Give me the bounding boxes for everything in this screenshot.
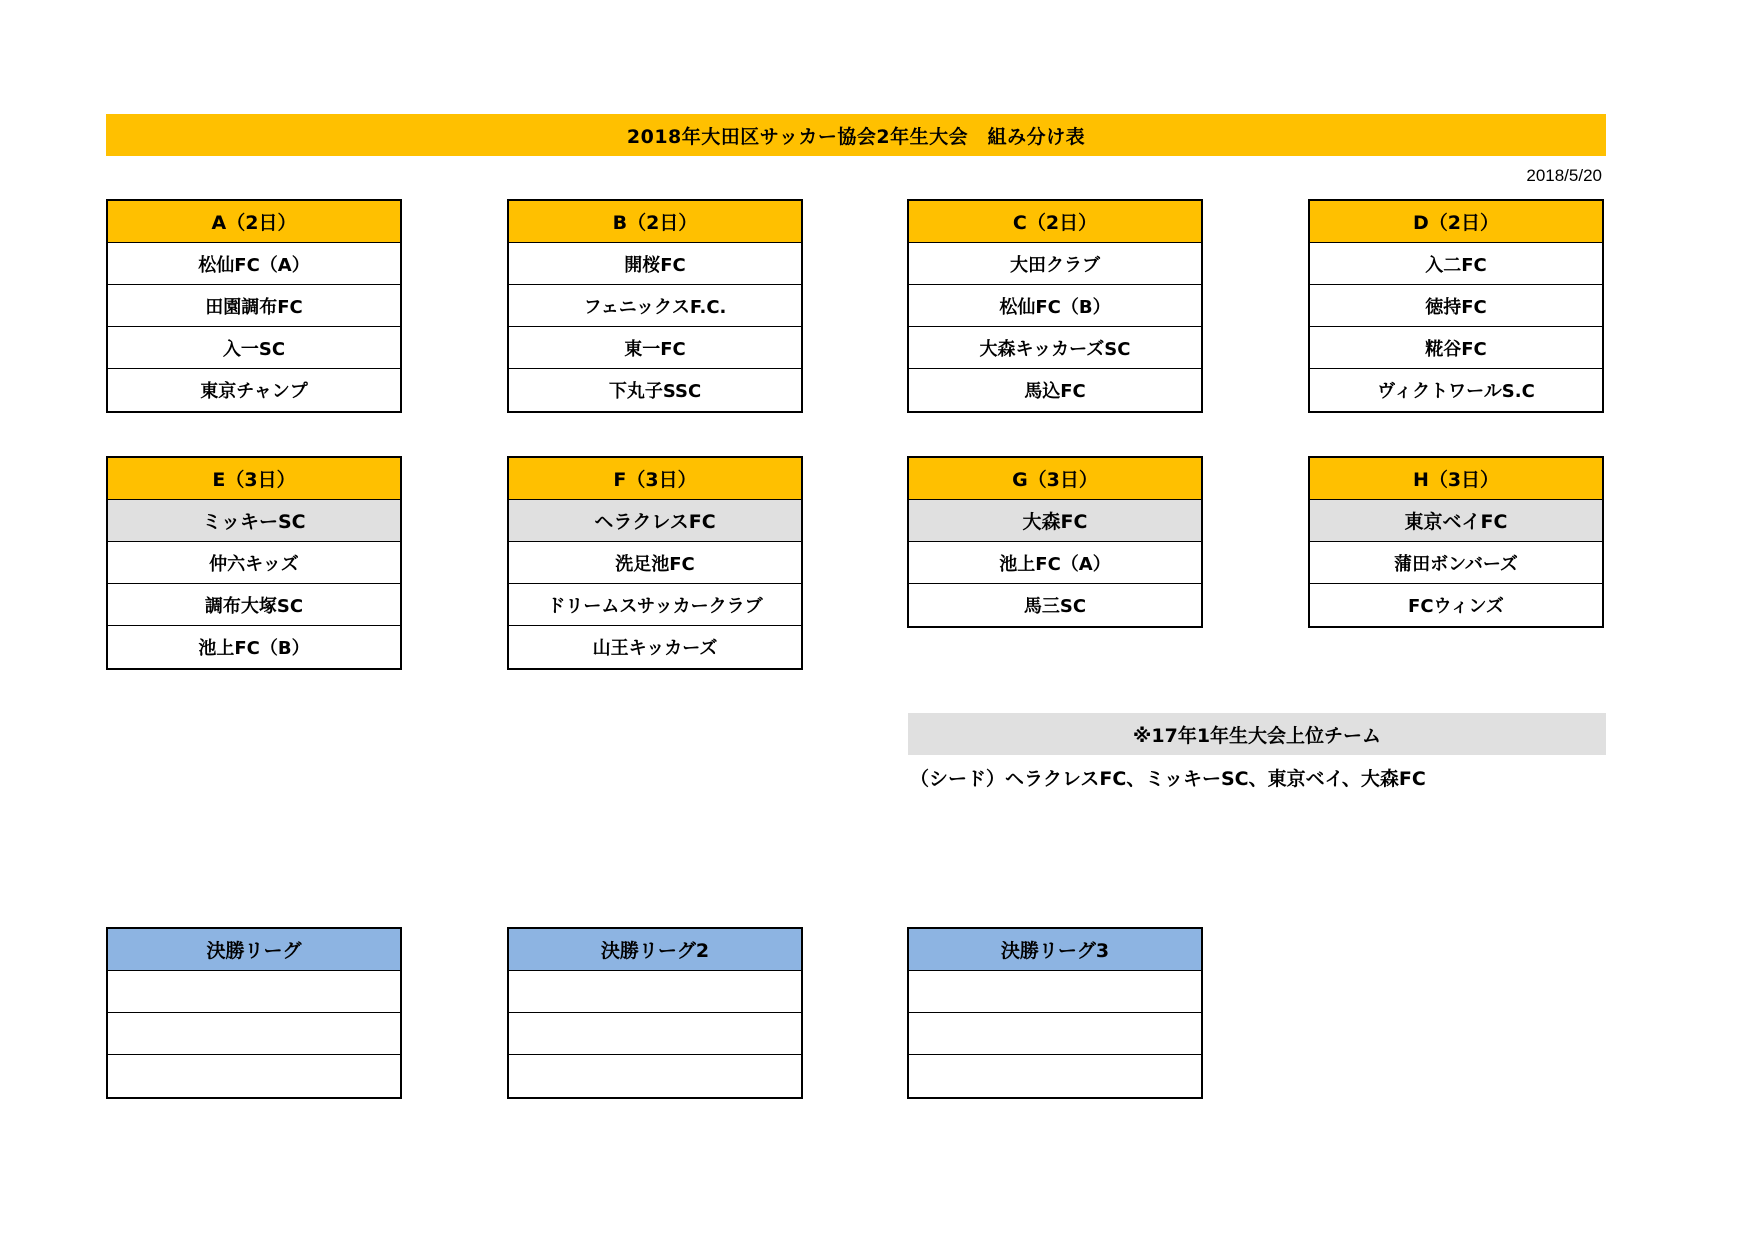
group-c-table bbox=[907, 199, 1203, 413]
team-cell: 開桜FC bbox=[509, 243, 801, 285]
team-cell: 徳持FC bbox=[1310, 285, 1602, 327]
team-cell: 池上FC（B） bbox=[198, 638, 310, 659]
team-cell: 洗足池FC bbox=[509, 542, 801, 584]
empty-cell bbox=[909, 1055, 1201, 1097]
empty-cell bbox=[108, 971, 400, 1013]
team-cell: 下丸子SSC bbox=[608, 381, 702, 402]
team-cell: フェニックスF.C. bbox=[509, 285, 801, 327]
page-title: 2018年大田区サッカー協会2年生大会 組み分け表 bbox=[106, 114, 1606, 156]
team-cell: 山王キッカーズ bbox=[592, 638, 718, 659]
group-header: E（3日） bbox=[108, 458, 400, 500]
final-league-header: 決勝リーグ bbox=[108, 929, 400, 971]
team-cell: 馬込FC bbox=[1024, 381, 1086, 402]
team-cell: 蒲田ボンバーズ bbox=[1310, 542, 1602, 584]
final-league-2-table bbox=[507, 927, 803, 1099]
empty-cell bbox=[509, 1013, 801, 1055]
seed-team-cell: ヘラクレスFC bbox=[509, 500, 801, 542]
empty-cell bbox=[108, 1013, 400, 1055]
group-header: B（2日） bbox=[509, 201, 801, 243]
final-league-1-table bbox=[106, 927, 402, 1099]
seed-note-text: （シード）ヘラクレスFC、ミッキーSC、東京ベイ、大森FC bbox=[910, 768, 1426, 790]
final-league-header: 決勝リーグ3 bbox=[909, 929, 1201, 971]
empty-cell bbox=[909, 971, 1201, 1013]
seed-team-cell: ミッキーSC bbox=[108, 500, 400, 542]
team-cell: FCウィンズ bbox=[1408, 596, 1504, 617]
team-cell: 仲六キッズ bbox=[108, 542, 400, 584]
team-cell: 入一SC bbox=[108, 327, 400, 369]
empty-cell bbox=[509, 1055, 801, 1097]
empty-cell bbox=[108, 1055, 400, 1097]
team-cell: 池上FC（A） bbox=[909, 542, 1201, 584]
team-cell: ドリームスサッカークラブ bbox=[509, 584, 801, 626]
final-league-3-table bbox=[907, 927, 1203, 1099]
team-cell: 松仙FC（B） bbox=[909, 285, 1201, 327]
group-header: H（3日） bbox=[1310, 458, 1602, 500]
team-cell: 調布大塚SC bbox=[108, 584, 400, 626]
seed-note-heading: ※17年1年生大会上位チーム bbox=[908, 713, 1606, 755]
seed-team-cell: 大森FC bbox=[909, 500, 1201, 542]
group-f-table bbox=[507, 456, 803, 670]
team-cell: 馬三SC bbox=[1023, 596, 1087, 617]
team-cell: 東京チャンプ bbox=[200, 381, 308, 402]
group-header: D（2日） bbox=[1310, 201, 1602, 243]
team-cell: 田園調布FC bbox=[108, 285, 400, 327]
group-b-table bbox=[507, 199, 803, 413]
team-cell: 東一FC bbox=[509, 327, 801, 369]
group-e-table bbox=[106, 456, 402, 670]
group-d-table bbox=[1308, 199, 1604, 413]
final-league-header: 決勝リーグ2 bbox=[509, 929, 801, 971]
team-cell: 入二FC bbox=[1310, 243, 1602, 285]
team-cell: 大田クラブ bbox=[909, 243, 1201, 285]
team-cell: 糀谷FC bbox=[1310, 327, 1602, 369]
group-header: G（3日） bbox=[909, 458, 1201, 500]
group-g-table bbox=[907, 456, 1203, 628]
team-cell: 大森キッカーズSC bbox=[909, 327, 1201, 369]
empty-cell bbox=[509, 971, 801, 1013]
group-header: C（2日） bbox=[909, 201, 1201, 243]
team-cell: 松仙FC（A） bbox=[108, 243, 400, 285]
group-a-table bbox=[106, 199, 402, 413]
group-header: A（2日） bbox=[108, 201, 400, 243]
team-cell: ヴィクトワールS.C bbox=[1377, 381, 1535, 402]
date-label: 2018/5/20 bbox=[1526, 166, 1602, 185]
empty-cell bbox=[909, 1013, 1201, 1055]
group-h-table bbox=[1308, 456, 1604, 628]
seed-team-cell: 東京ベイFC bbox=[1310, 500, 1602, 542]
group-header: F（3日） bbox=[509, 458, 801, 500]
